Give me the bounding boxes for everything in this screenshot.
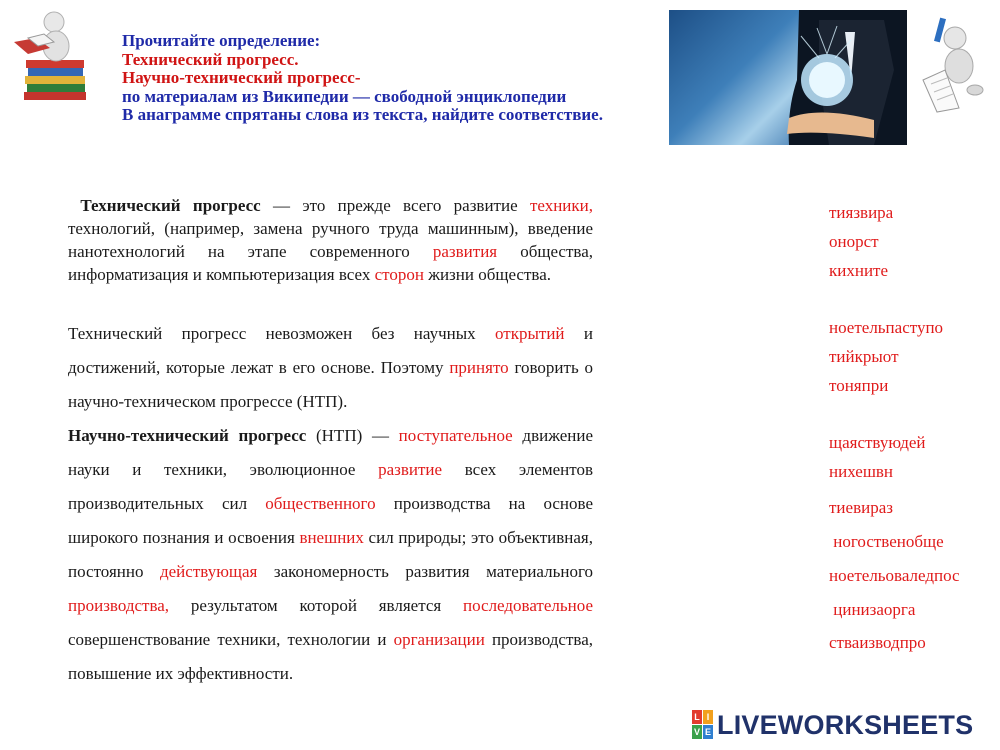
anagram-item[interactable]: стваизводпро: [829, 633, 926, 652]
paragraph-technical-progress: [68, 194, 593, 286]
text: сил природы; это объективная, постоянно: [68, 528, 593, 581]
text: всех элементов производительных сил: [68, 460, 593, 513]
logo-mark-letter: L: [692, 710, 702, 724]
logo-mark-letter: E: [704, 727, 711, 737]
text: технологий, (например, замена ручного труда машинным), введение нанотехнологий на этапе современного: [68, 219, 593, 261]
paragraph-discoveries: [68, 317, 593, 419]
liveworksheets-logo[interactable]: [692, 707, 973, 743]
text: — это прежде всего развитие: [260, 196, 530, 215]
highlighted-word: поступательное: [398, 426, 513, 445]
technology-hand-globe-image: [669, 10, 907, 145]
paragraph-scientific-technical-progress: [68, 419, 593, 691]
text: жизни общества.: [423, 265, 552, 284]
highlighted-word: внешних: [299, 528, 364, 547]
highlighted-word: развитие: [378, 460, 443, 479]
text: движение науки и техники, эволюционное: [68, 426, 594, 479]
highlighted-word: открытий: [495, 324, 565, 343]
header-line-3: Научно-технический прогресс-: [122, 68, 361, 87]
anagram-item[interactable]: тийкрыот: [829, 347, 899, 366]
highlighted-word: производства,: [68, 596, 170, 615]
highlighted-word: развития: [432, 242, 498, 261]
text: совершенствование техники, технологии и: [68, 630, 394, 649]
text: говорить о научно-техническом прогрессе (НТП).: [68, 358, 593, 411]
anagram-item[interactable]: тоняпри: [829, 376, 889, 395]
header-line-4: по материалам из Википедии — свободной энциклопедии: [122, 86, 567, 106]
anagram-item[interactable]: тиевираз: [829, 498, 893, 517]
highlighted-word: принято: [449, 358, 509, 377]
text: общества, информатизация и компьютеризация всех: [68, 242, 594, 284]
logo-mark-letter: V: [693, 727, 700, 737]
header-line-1: Прочитайте определение:: [122, 31, 321, 50]
anagram-item[interactable]: ноетельоваледпос: [829, 566, 960, 585]
term-technical-progress: Технический прогресс: [80, 196, 261, 215]
text: результатом которой является: [169, 596, 463, 615]
highlighted-word: последовательное: [463, 596, 593, 615]
liveworksheets-logo-icon: [692, 710, 714, 740]
instructions-header: [122, 32, 603, 125]
anagram-item[interactable]: нихешвн: [829, 462, 894, 481]
text: Технический прогресс невозможен без научных: [68, 324, 496, 343]
text: закономерность развития материального: [257, 562, 593, 581]
header-line-5: В анаграмме спрятаны слова из текста, найдите соответствие.: [122, 105, 603, 124]
highlighted-word: действующая: [159, 562, 258, 581]
anagram-item[interactable]: ноетельпаступо: [829, 318, 944, 337]
anagram-item[interactable]: онорст: [829, 232, 879, 251]
anagram-item[interactable]: кихните: [829, 261, 889, 280]
highlighted-word: техники,: [529, 196, 594, 215]
text: и достижений, которые лежат в его основе. Поэтому: [68, 324, 593, 377]
anagram-item[interactable]: ногоственобще: [829, 532, 944, 551]
liveworksheets-logo-text: LIVEWORKSHEETS: [717, 709, 974, 740]
anagram-item[interactable]: тиязвира: [829, 203, 894, 222]
text: производства на основе широкого познания и освоения: [68, 494, 593, 547]
logo-mark-letter: I: [703, 710, 713, 724]
writer-with-paper-icon: [915, 8, 993, 114]
anagram-item[interactable]: цинизаорга: [829, 600, 916, 619]
highlighted-word: сторон: [374, 265, 424, 284]
text: (НТП) —: [306, 426, 399, 445]
reader-on-books-icon: [10, 8, 90, 104]
text: производства, повышение их эффективности.: [68, 630, 593, 683]
anagram-item[interactable]: щаяствуюдей: [829, 433, 926, 452]
highlighted-word: организации: [393, 630, 485, 649]
header-line-2: Технический прогресс.: [122, 49, 299, 69]
term-scientific-technical-progress: Научно-технический прогресс: [68, 426, 307, 445]
highlighted-word: общественного: [265, 494, 376, 513]
